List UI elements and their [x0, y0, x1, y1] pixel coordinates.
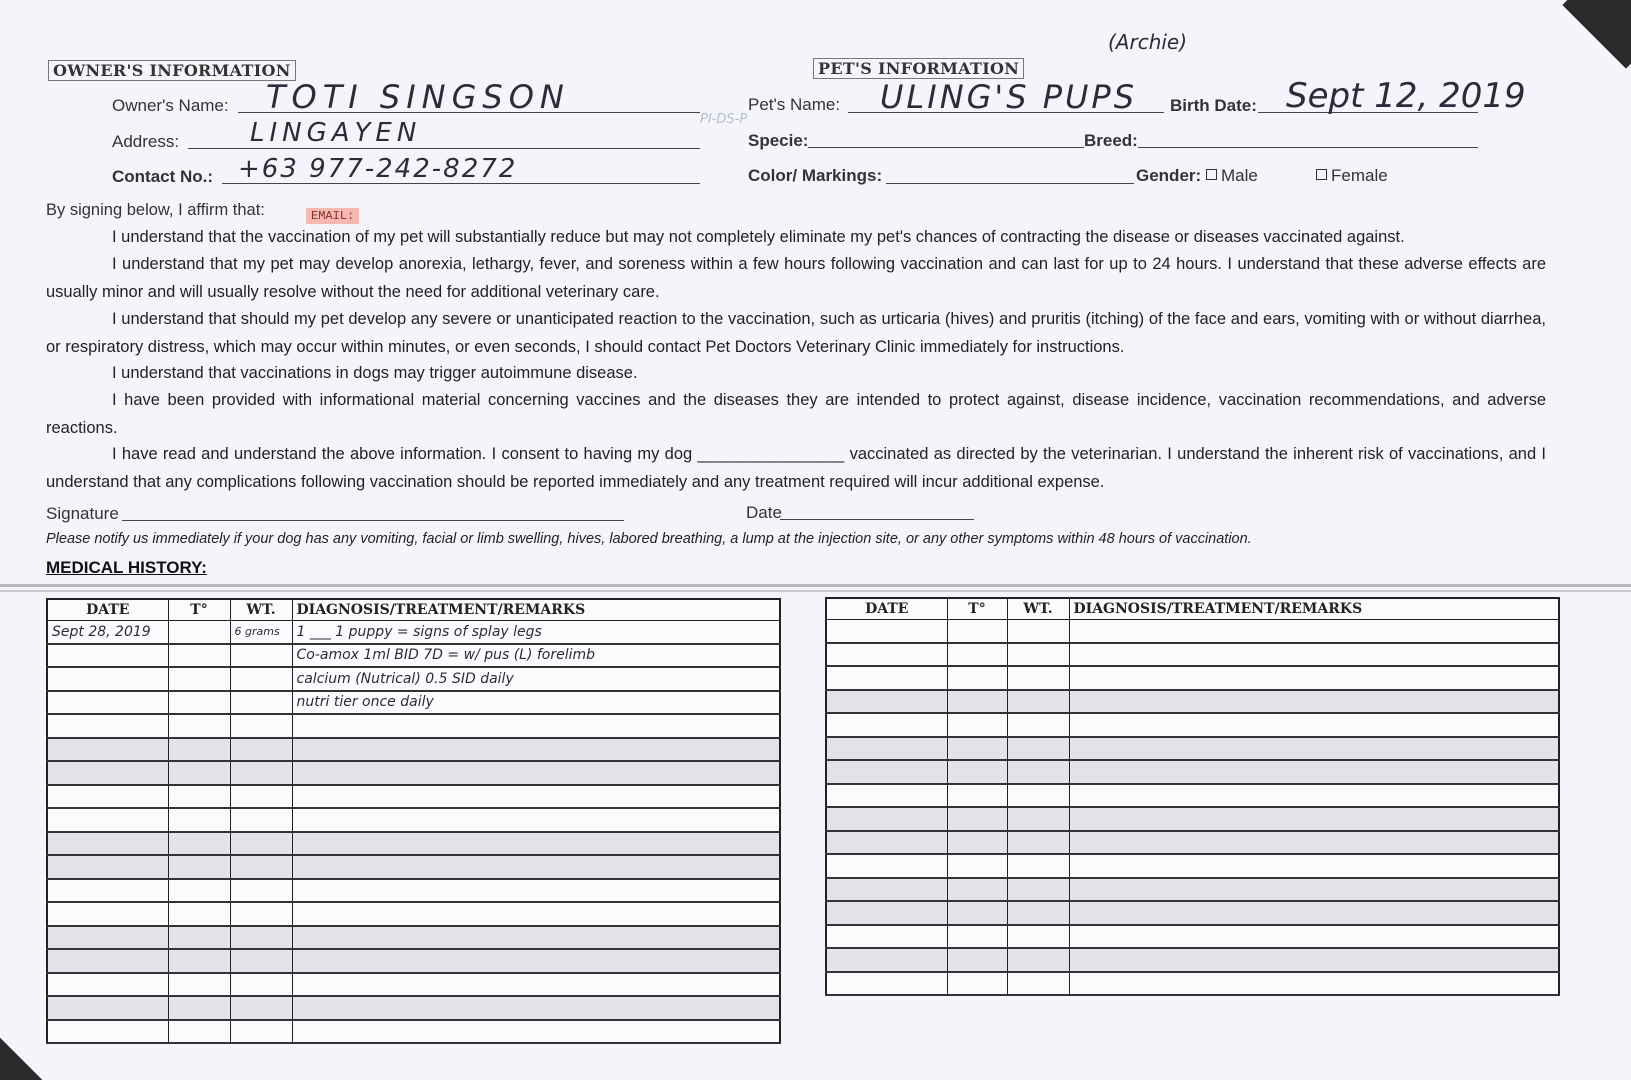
table-row	[47, 808, 780, 832]
cell-weight[interactable]	[1007, 737, 1069, 761]
consent-paragraph-5-text: I have been provided with informational material concerning vaccines and the diseases they are intended to protect against, disease incidence, vaccination recommendations, and adverse reactions.	[46, 391, 1546, 437]
table-row	[826, 878, 1559, 902]
table-row	[47, 879, 780, 903]
cell-temp[interactable]	[168, 973, 230, 997]
dog-name-blank[interactable]: ________________	[697, 445, 845, 463]
cell-temp[interactable]	[168, 761, 230, 785]
cell-weight[interactable]	[230, 832, 292, 856]
cell-temp[interactable]	[947, 901, 1007, 925]
cell-remarks[interactable]: nutri tier once daily	[292, 691, 780, 715]
cell-remarks[interactable]	[292, 855, 780, 879]
cell-remarks[interactable]	[1069, 620, 1559, 643]
cell-temp[interactable]	[947, 643, 1007, 667]
specie-label: Specie:	[748, 131, 809, 150]
cell-remarks[interactable]	[1069, 948, 1559, 972]
cell-weight[interactable]	[230, 879, 292, 903]
cell-temp[interactable]	[168, 902, 230, 926]
cell-temp[interactable]	[947, 784, 1007, 808]
contact-value[interactable]: +63 977-242-8272	[238, 154, 518, 184]
cell-date[interactable]: Sept 28, 2019	[47, 621, 168, 644]
cell-weight[interactable]	[230, 714, 292, 738]
consent-paragraph-2	[46, 251, 1546, 306]
male-checkbox[interactable]	[1206, 169, 1217, 180]
cell-remarks[interactable]	[1069, 972, 1559, 996]
table-row	[826, 620, 1559, 643]
cell-date[interactable]	[826, 854, 947, 878]
cell-remarks[interactable]	[1069, 878, 1559, 902]
cell-weight[interactable]	[1007, 972, 1069, 996]
signature-label: Signature	[46, 504, 119, 523]
address-value[interactable]: LINGAYEN	[250, 118, 422, 148]
table-row	[47, 691, 780, 715]
cell-weight[interactable]	[230, 738, 292, 762]
table-row	[47, 996, 780, 1020]
cell-temp[interactable]	[947, 854, 1007, 878]
table-row	[826, 948, 1559, 972]
owner-name-value[interactable]: TOTI SINGSON	[266, 78, 570, 116]
cell-weight[interactable]	[1007, 854, 1069, 878]
cell-weight[interactable]	[230, 1020, 292, 1044]
consent-paragraph-3	[46, 306, 1546, 361]
cell-remarks[interactable]	[292, 785, 780, 809]
table-row	[826, 901, 1559, 925]
cell-weight[interactable]	[230, 808, 292, 832]
cell-temp[interactable]	[947, 620, 1007, 643]
table-row	[47, 667, 780, 691]
birth-date-label: Birth Date:	[1170, 96, 1257, 115]
cell-date[interactable]	[47, 1020, 168, 1044]
cell-remarks[interactable]	[292, 808, 780, 832]
cell-temp[interactable]	[947, 713, 1007, 737]
owner-name-label: Owner's Name:	[112, 96, 229, 115]
table-row	[47, 1020, 780, 1044]
cell-weight[interactable]	[230, 855, 292, 879]
scan-band	[0, 584, 1631, 587]
cell-temp[interactable]	[168, 949, 230, 973]
cell-temp[interactable]	[168, 832, 230, 856]
cell-weight[interactable]	[1007, 713, 1069, 737]
consent-paragraph-2-text: I understand that my pet may develop anorexia, lethargy, fever, and soreness within a few hours following vaccination and can last for up to 24 hours. I understand that these adverse effects are usually minor and will usually resolve without the need for additional veterinary care.	[46, 255, 1546, 301]
col-weight: WT.	[230, 599, 292, 621]
cell-remarks[interactable]	[292, 761, 780, 785]
cell-date[interactable]	[47, 667, 168, 691]
table-row	[47, 949, 780, 973]
table-header-row	[47, 599, 780, 621]
cell-remarks[interactable]	[1069, 925, 1559, 949]
table-row	[826, 972, 1559, 996]
table-row	[826, 925, 1559, 949]
address-line	[188, 148, 700, 149]
cell-date[interactable]	[47, 902, 168, 926]
cell-temp[interactable]	[947, 760, 1007, 784]
cell-weight[interactable]	[230, 644, 292, 668]
table-row	[47, 621, 780, 644]
cell-remarks[interactable]	[292, 1020, 780, 1044]
table-row	[47, 644, 780, 668]
gender-male-option[interactable]	[1206, 166, 1258, 186]
address-label: Address:	[112, 132, 180, 151]
cell-remarks[interactable]	[1069, 760, 1559, 784]
cell-date[interactable]	[826, 666, 947, 690]
cell-temp[interactable]	[947, 666, 1007, 690]
cell-weight[interactable]	[230, 973, 292, 997]
cell-weight[interactable]	[1007, 948, 1069, 972]
owner-section-title: OWNER'S INFORMATION	[48, 60, 296, 81]
cell-remarks[interactable]	[292, 879, 780, 903]
cell-date[interactable]	[47, 738, 168, 762]
male-label: Male	[1221, 166, 1258, 185]
table-header-row	[826, 598, 1559, 620]
cell-date[interactable]	[826, 713, 947, 737]
cell-date[interactable]	[47, 644, 168, 668]
table-row	[826, 713, 1559, 737]
faint-bleedthrough: PI-DS-P	[700, 112, 748, 127]
cell-remarks[interactable]	[1069, 690, 1559, 714]
cell-remarks[interactable]	[292, 973, 780, 997]
cell-temp[interactable]	[168, 785, 230, 809]
cell-date[interactable]	[47, 714, 168, 738]
cell-remarks[interactable]	[1069, 831, 1559, 855]
col-date: DATE	[47, 599, 168, 621]
cell-date[interactable]	[47, 879, 168, 903]
cell-weight[interactable]	[230, 996, 292, 1020]
cell-remarks[interactable]	[1069, 854, 1559, 878]
table-row	[826, 737, 1559, 761]
cell-date[interactable]	[47, 949, 168, 973]
cell-weight[interactable]	[1007, 643, 1069, 667]
col-temp: T°	[947, 598, 1007, 620]
consent-paragraph-6-end: vaccinated as directed by the veterinarian. I understand the inherent risk of vaccinations, and I understand that any complications following vaccination should be reported immediately and any treatment required will incur additional expense.	[46, 445, 1546, 491]
cell-weight[interactable]	[230, 761, 292, 785]
cell-weight[interactable]	[1007, 878, 1069, 902]
cell-temp[interactable]	[947, 925, 1007, 949]
table-row	[47, 785, 780, 809]
cell-date[interactable]	[47, 691, 168, 715]
col-remarks: DIAGNOSIS/TREATMENT/REMARKS	[1069, 598, 1559, 620]
cell-weight[interactable]: 6 grams	[230, 621, 292, 644]
table-row	[47, 714, 780, 738]
email-tag	[306, 206, 359, 224]
cell-weight[interactable]	[1007, 925, 1069, 949]
cell-date[interactable]	[826, 690, 947, 714]
table-row	[47, 902, 780, 926]
consent-intro: By signing below, I affirm that:	[46, 201, 265, 219]
medical-history-table-right	[825, 597, 1560, 996]
signature-line[interactable]	[122, 520, 624, 521]
cell-temp[interactable]	[947, 737, 1007, 761]
consent-paragraph-4-text: I understand that vaccinations in dogs may trigger autoimmune disease.	[112, 364, 638, 382]
cell-weight[interactable]	[1007, 831, 1069, 855]
color-markings-line	[886, 183, 1134, 184]
cell-remarks[interactable]	[1069, 807, 1559, 831]
cell-remarks[interactable]	[292, 926, 780, 950]
breed-label: Breed:	[1084, 131, 1138, 150]
table-row	[47, 761, 780, 785]
table-row	[826, 666, 1559, 690]
table-row	[826, 807, 1559, 831]
date-line[interactable]	[780, 519, 974, 520]
contact-label: Contact No.:	[112, 167, 214, 186]
table-row	[47, 832, 780, 856]
cell-weight[interactable]	[230, 949, 292, 973]
cell-date[interactable]	[826, 784, 947, 808]
table-row	[47, 855, 780, 879]
table-row	[47, 738, 780, 762]
cell-temp[interactable]	[168, 738, 230, 762]
cell-remarks[interactable]	[292, 832, 780, 856]
consent-paragraph-3-text: I understand that should my pet develop any severe or unanticipated reaction to the vaccination, such as urticaria (hives) and pruritis (itching) of the face and ears, vomiting with or without diarrhea, or respiratory distress, which may occur within minutes, or even seconds, I should contact Pet Doctors Veterinary Clinic immediately for instructions.	[46, 310, 1546, 356]
table-row	[826, 760, 1559, 784]
cell-weight[interactable]	[230, 926, 292, 950]
consent-paragraph-6-start: I have read and understand the above information. I consent to having my dog	[112, 445, 693, 463]
medical-history-table-left	[46, 598, 781, 1044]
cell-remarks[interactable]	[1069, 666, 1559, 690]
cell-temp[interactable]	[947, 948, 1007, 972]
cell-date[interactable]	[826, 737, 947, 761]
cell-date[interactable]	[47, 855, 168, 879]
cell-date[interactable]	[826, 831, 947, 855]
cell-weight[interactable]	[1007, 760, 1069, 784]
consent-paragraph-1-text: I understand that the vaccination of my pet will substantially reduce but may not completely eliminate my pet's chances of contracting the disease or diseases vaccinated against.	[112, 228, 1405, 246]
cell-date[interactable]	[826, 620, 947, 643]
gender-female-option[interactable]	[1316, 166, 1388, 186]
female-checkbox[interactable]	[1316, 169, 1327, 180]
cell-remarks[interactable]: calcium (Nutrical) 0.5 SID daily	[292, 667, 780, 691]
cell-weight[interactable]	[230, 902, 292, 926]
cell-remarks[interactable]	[292, 996, 780, 1020]
cell-temp[interactable]	[168, 621, 230, 644]
cell-weight[interactable]	[1007, 690, 1069, 714]
cell-remarks[interactable]: Co-amox 1ml BID 7D = w/ pus (L) forelimb	[292, 644, 780, 668]
scan-band	[0, 590, 1631, 592]
table-row	[826, 643, 1559, 667]
cell-weight[interactable]	[230, 785, 292, 809]
cell-remarks[interactable]	[1069, 901, 1559, 925]
birth-date-value[interactable]: Sept 12, 2019	[1286, 76, 1526, 116]
cell-temp[interactable]	[168, 714, 230, 738]
cell-date[interactable]	[826, 643, 947, 667]
cell-temp[interactable]	[168, 691, 230, 715]
cell-date[interactable]	[826, 807, 947, 831]
pet-name-annotation: (Archie)	[1108, 30, 1188, 54]
cell-temp[interactable]	[947, 831, 1007, 855]
color-markings-label: Color/ Markings:	[748, 166, 883, 185]
cell-temp[interactable]	[168, 996, 230, 1020]
consent-paragraph-5	[46, 387, 1546, 442]
cell-temp[interactable]	[168, 808, 230, 832]
cell-temp[interactable]	[168, 855, 230, 879]
cell-date[interactable]	[47, 761, 168, 785]
col-temp: T°	[168, 599, 230, 621]
cell-remarks[interactable]	[292, 949, 780, 973]
cell-remarks[interactable]	[1069, 784, 1559, 808]
consent-paragraph-1	[46, 224, 1546, 252]
table-row	[826, 690, 1559, 714]
breed-line	[1138, 147, 1478, 148]
cell-temp[interactable]	[168, 1020, 230, 1044]
cell-date[interactable]	[826, 878, 947, 902]
cell-temp[interactable]	[168, 644, 230, 668]
cell-temp[interactable]	[947, 972, 1007, 996]
cell-temp[interactable]	[168, 879, 230, 903]
cell-date[interactable]	[826, 948, 947, 972]
cell-remarks[interactable]: 1 ___ 1 puppy = signs of splay legs	[292, 621, 780, 644]
paper-corner	[1562, 0, 1631, 69]
cell-weight[interactable]	[1007, 620, 1069, 643]
cell-date[interactable]	[47, 832, 168, 856]
pet-name-label: Pet's Name:	[748, 95, 841, 114]
col-date: DATE	[826, 598, 947, 620]
col-remarks: DIAGNOSIS/TREATMENT/REMARKS	[292, 599, 780, 621]
cell-temp[interactable]	[168, 667, 230, 691]
cell-temp[interactable]	[168, 926, 230, 950]
cell-remarks[interactable]	[292, 902, 780, 926]
pet-section-title: PET'S INFORMATION	[813, 58, 1024, 79]
consent-paragraph-4	[46, 360, 1546, 388]
date-label: Date	[746, 503, 782, 522]
female-label: Female	[1331, 166, 1388, 185]
email-tag-text: EMAIL:	[306, 208, 359, 224]
col-weight: WT.	[1007, 598, 1069, 620]
cell-remarks[interactable]	[1069, 737, 1559, 761]
cell-temp[interactable]	[947, 690, 1007, 714]
cell-date[interactable]	[47, 926, 168, 950]
cell-date[interactable]	[826, 901, 947, 925]
cell-weight[interactable]	[1007, 901, 1069, 925]
gender-label: Gender:	[1136, 166, 1202, 185]
cell-temp[interactable]	[947, 807, 1007, 831]
cell-date[interactable]	[47, 785, 168, 809]
cell-temp[interactable]	[947, 878, 1007, 902]
table-row	[47, 926, 780, 950]
pet-name-value[interactable]: ULING'S PUPS	[880, 78, 1138, 116]
cell-weight[interactable]	[1007, 666, 1069, 690]
cell-date[interactable]	[826, 760, 947, 784]
table-row	[826, 784, 1559, 808]
table-row	[826, 831, 1559, 855]
paper-corner	[0, 1038, 42, 1080]
cell-remarks[interactable]	[1069, 713, 1559, 737]
table-row	[47, 973, 780, 997]
cell-weight[interactable]	[1007, 807, 1069, 831]
cell-remarks[interactable]	[1069, 643, 1559, 667]
cell-date[interactable]	[47, 996, 168, 1020]
medical-history-title: MEDICAL HISTORY:	[46, 558, 207, 577]
notify-notice: Please notify us immediately if your dog has any vomiting, facial or limb swelling, hives, labored breathing, a lump at the injection site, or any other symptoms within 48 hours of vaccination.	[46, 531, 1252, 547]
cell-date[interactable]	[826, 972, 947, 996]
cell-date[interactable]	[47, 973, 168, 997]
table-row	[826, 854, 1559, 878]
cell-remarks[interactable]	[292, 714, 780, 738]
cell-date[interactable]	[826, 925, 947, 949]
consent-paragraph-6	[46, 441, 1546, 496]
specie-line	[808, 147, 1084, 148]
cell-weight[interactable]	[230, 691, 292, 715]
cell-weight[interactable]	[230, 667, 292, 691]
cell-remarks[interactable]	[292, 738, 780, 762]
cell-date[interactable]	[47, 808, 168, 832]
cell-weight[interactable]	[1007, 784, 1069, 808]
